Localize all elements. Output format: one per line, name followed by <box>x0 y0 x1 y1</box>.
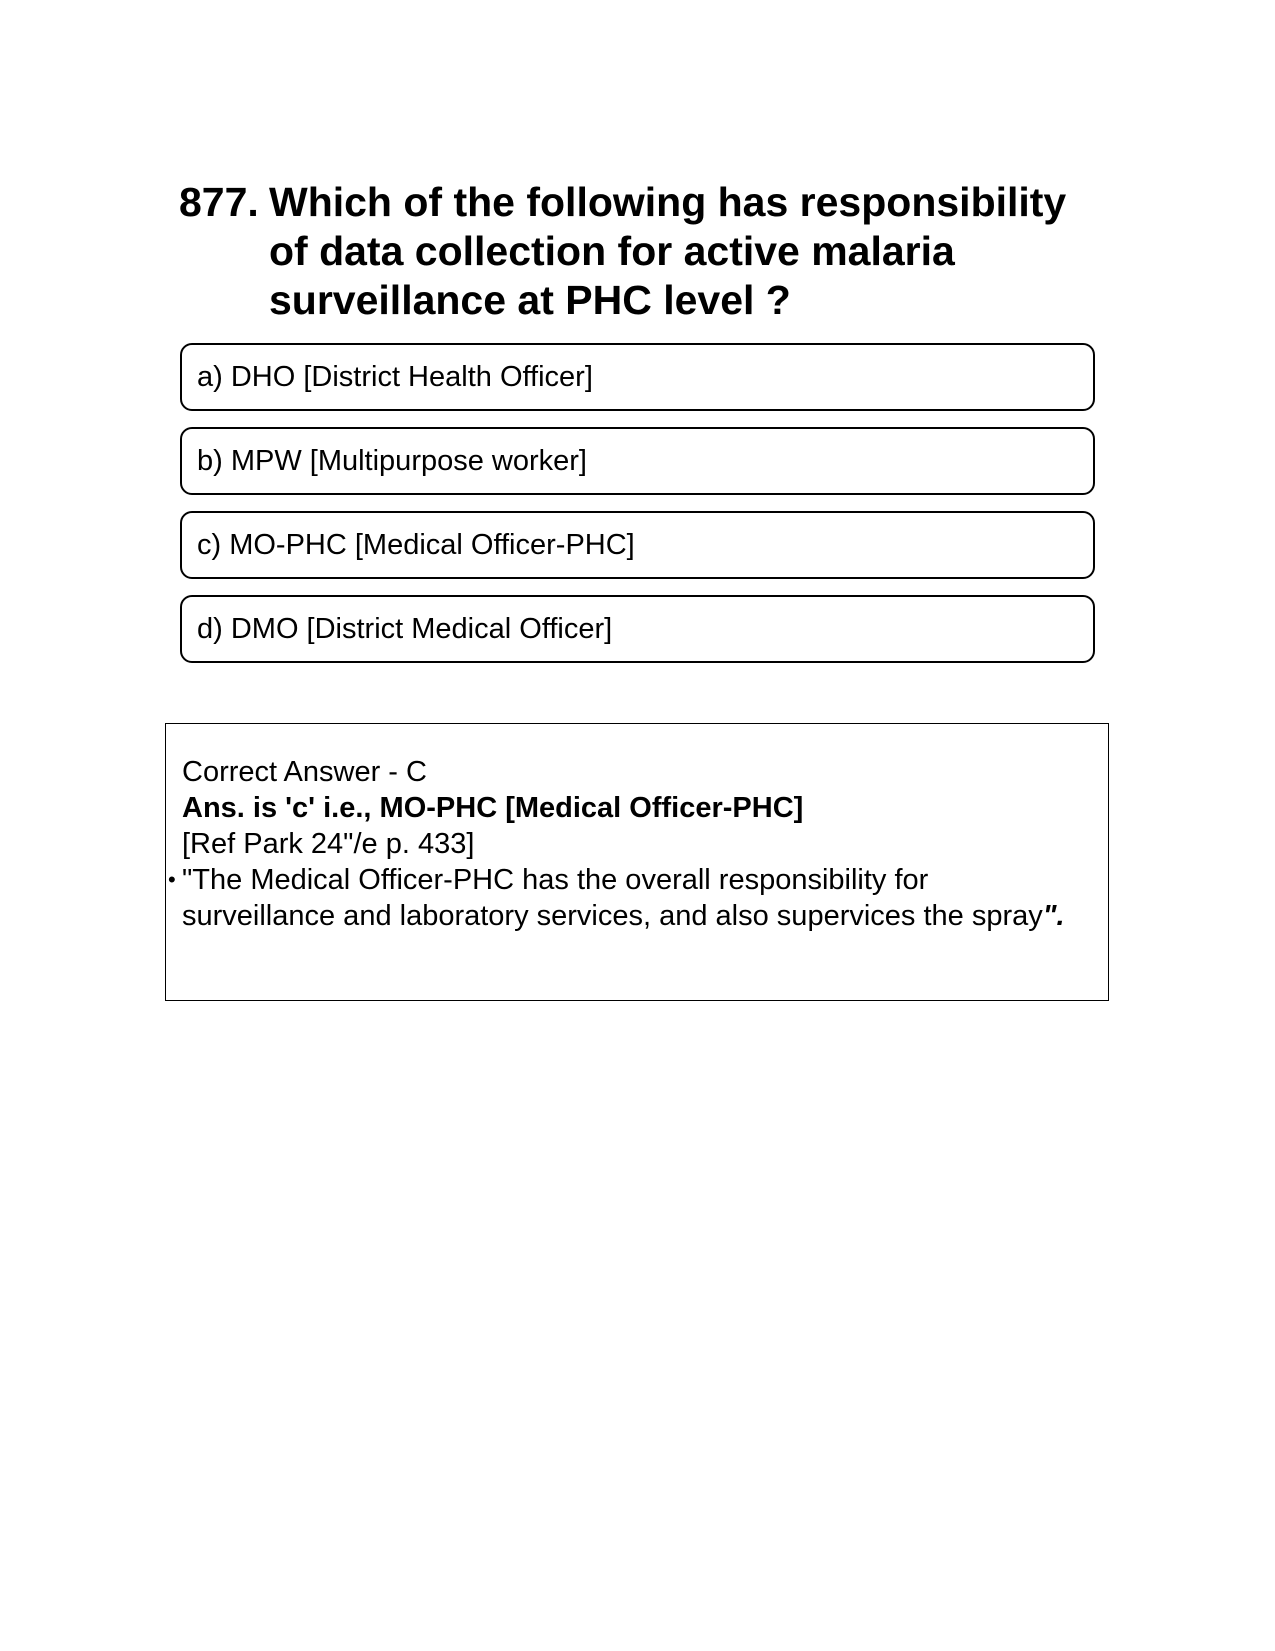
question <box>179 178 1099 325</box>
explanation-quote-end: ". <box>1042 900 1065 932</box>
option-c[interactable]: c) MO-PHC [Medical Officer-PHC] <box>180 511 1095 579</box>
reference: [Ref Park 24"/e p. 433] <box>182 828 475 860</box>
option-a[interactable]: a) DHO [District Health Officer] <box>180 343 1095 411</box>
answer-box <box>165 723 1109 1001</box>
explanation-title: Ans. is 'c' i.e., MO-PHC [Medical Officer-PHC] <box>182 792 804 824</box>
explanation-bullet <box>168 862 1082 934</box>
option-d[interactable]: d) DMO [District Medical Officer] <box>180 595 1095 663</box>
question-text: Which of the following has responsibility of data collection for active malaria surveillance at PHC level ? <box>269 179 1067 323</box>
answer-content <box>168 754 1082 934</box>
option-b[interactable]: b) MPW [Multipurpose worker] <box>180 427 1095 495</box>
bullet-icon: • <box>168 867 176 892</box>
correct-answer: Correct Answer - C <box>182 756 427 788</box>
question-number: 877. <box>179 179 259 225</box>
explanation-quote: "The Medical Officer-PHC has the overall responsibility for surveillance and laboratory services, and also supervices the spray <box>182 864 1043 932</box>
options-list <box>180 343 1095 679</box>
